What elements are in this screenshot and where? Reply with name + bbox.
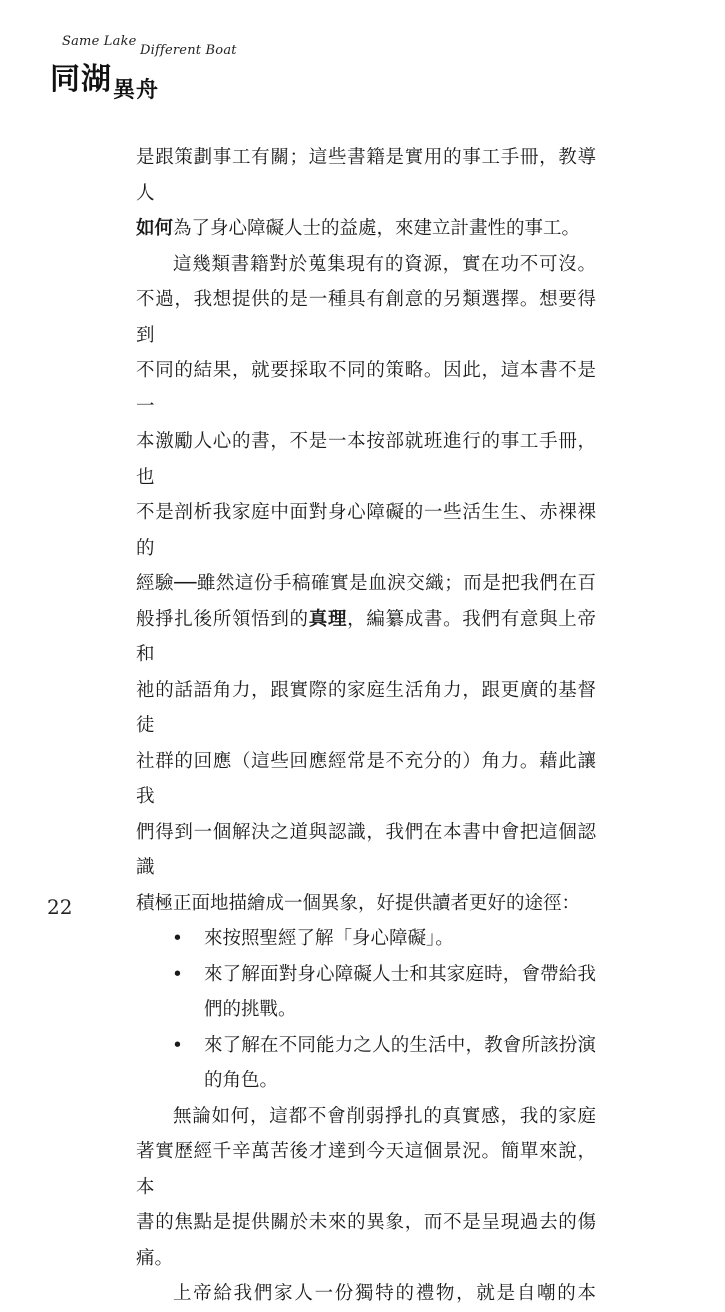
page-number: 22 xyxy=(47,895,73,919)
text-line: 本激勵人心的書，不是一本按部就班進行的事工手冊，也 xyxy=(136,431,596,488)
list-item xyxy=(136,1028,596,1099)
text-line: 來按照聖經了解「身心障礙」。 xyxy=(204,928,454,949)
paragraph xyxy=(136,1276,596,1312)
body-text xyxy=(136,140,596,1312)
header-title-small: 異舟 xyxy=(113,77,160,103)
text-line: 祂的話語角力，跟實際的家庭生活角力，跟更廣的基督徒 xyxy=(136,679,596,736)
text-line: 是跟策劃事工有關；這些書籍是實用的事工手冊，教導人 xyxy=(136,147,596,204)
paragraph xyxy=(136,247,596,283)
text-line: 著實歷經千辛萬苦後才達到今天這個景況。簡單來說，本 xyxy=(136,1141,596,1198)
text-line: 書的焦點是提供關於未來的異象，而不是呈現過去的傷 xyxy=(136,1212,596,1233)
text-line: 們得到一個解決之道與認識，我們在本書中會把這個認識 xyxy=(136,821,596,878)
text-line: 社群的回應（這些回應經常是不充分的）角力。藉此讓我 xyxy=(136,750,596,807)
bullet-symbol: • xyxy=(172,928,183,949)
text-line: 上帝給我們家人一份獨特的禮物，就是自嘲的本 xyxy=(173,1283,596,1304)
list-item xyxy=(136,921,596,957)
text-line: 經驗──雖然這份手稿確實是血淚交織；而是把我們在百 xyxy=(136,573,596,594)
text-line: 不同的結果，就要採取不同的策略。因此，這本書不是一 xyxy=(136,360,596,417)
emphasis-text: 如何 xyxy=(136,218,174,239)
header-script-same-lake: Same Lake xyxy=(62,34,137,49)
text-line: 無論如何，這都不會削弱掙扎的真實感，我的家庭 xyxy=(173,1105,596,1127)
header-script-different-boat: Different Boat xyxy=(140,43,237,58)
text-line: 不過，我想提供的是一種具有創意的另類選擇。想要得到 xyxy=(136,289,596,346)
paragraph xyxy=(136,1099,596,1135)
text-line: 不是剖析我家庭中面對身心障礙的一些活生生、赤裸裸的 xyxy=(136,502,596,559)
header-book-title xyxy=(50,54,160,103)
text-line: 來了解面對身心障礙人士和其家庭時，會帶給我 xyxy=(204,963,596,985)
text-line: 如何為了身心障礙人士的益處，來建立計畫性的事工。 xyxy=(136,218,581,239)
bullet-symbol: • xyxy=(172,963,183,985)
bullet-symbol: • xyxy=(172,1034,183,1056)
emphasis-text: 真理 xyxy=(308,608,348,630)
text-line: 這幾類書籍對於蒐集現有的資源，實在功不可沒。 xyxy=(173,253,596,275)
paragraph xyxy=(136,140,596,247)
text-line: 痛。 xyxy=(136,1247,174,1269)
list-item xyxy=(136,957,596,1028)
text-line: 們的挑戰。 xyxy=(204,999,297,1020)
running-header xyxy=(48,34,237,103)
paragraph-continued xyxy=(136,282,596,921)
text-line: 積極正面地描繪成一個異象，好提供讀者更好的途徑： xyxy=(136,892,581,914)
text-line: 的角色。 xyxy=(204,1070,279,1091)
text-line: 來了解在不同能力之人的生活中，教會所該扮演 xyxy=(204,1034,596,1056)
header-title-main: 同湖 xyxy=(50,62,112,97)
bullet-list xyxy=(136,921,596,1099)
paragraph-continued xyxy=(136,1134,596,1276)
text-line: 般掙扎後所領悟到的真理，編纂成書。我們有意與上帝和 xyxy=(136,608,596,665)
